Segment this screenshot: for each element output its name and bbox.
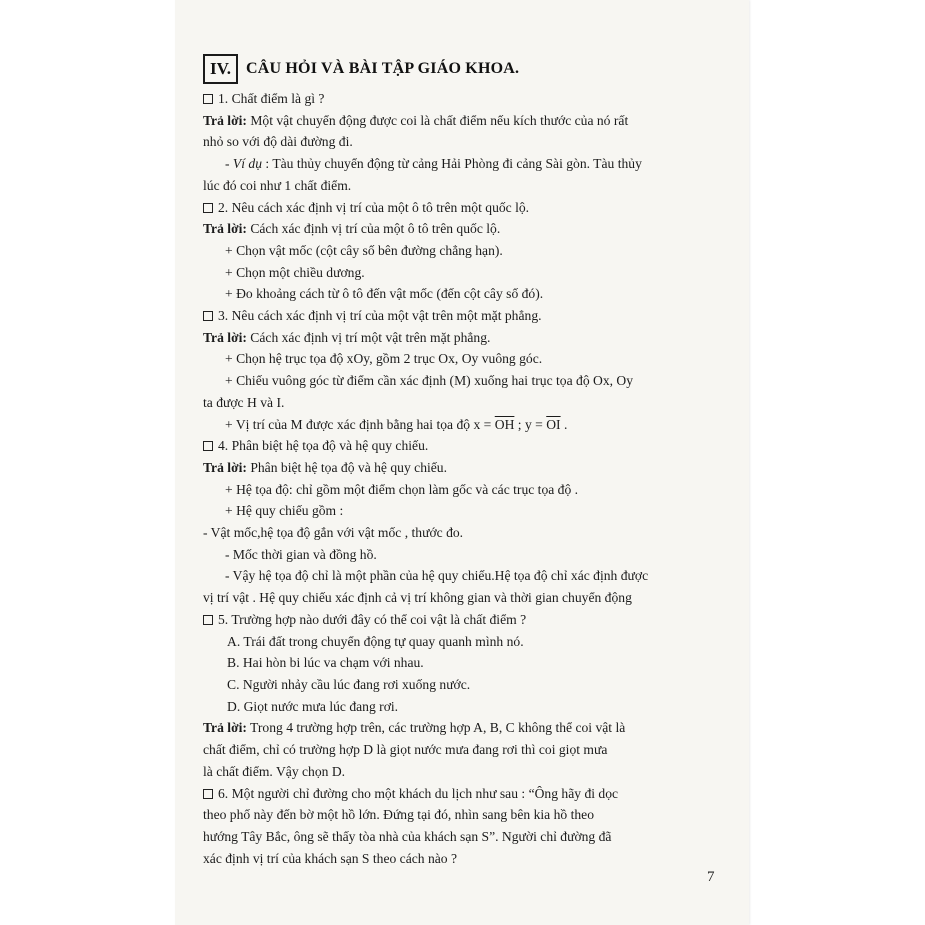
answer-2-item-3: + Đo khoảng cách từ ô tô đến vật mốc (đến cột cây số đó).	[225, 286, 544, 302]
empty-square-icon	[203, 441, 213, 451]
answer-4-item-3: - Vật mốc,hệ tọa độ gắn với vật mốc , thước đo.	[203, 525, 464, 541]
answer-4-item-1: + Hệ tọa độ: chỉ gồm một điểm chọn làm gốc và các trục tọa độ .	[225, 481, 579, 497]
vector-oh: $\overline{OH}$	[494, 416, 515, 432]
answer-3-item-1: + Chọn hệ trục tọa độ xOy, gồm 2 trục Ox, Oy vuông góc.	[225, 351, 543, 367]
question-6-line-4: xác định vị trí của khách sạn S theo cách nào ?	[203, 850, 458, 866]
answer-3-item-3	[203, 414, 728, 436]
page-content	[203, 88, 728, 869]
answer-4-conclusion-line-2: vị trí vật . Hệ quy chiếu xác định cả vị trí không gian và thời gian chuyển động	[203, 590, 632, 606]
answer-label: Trả lời:	[203, 720, 247, 736]
empty-square-icon	[203, 789, 213, 799]
answer-label: Trả lời:	[203, 221, 247, 237]
answer-2-item-1: + Chọn vật mốc (cột cây số bên đường chẳng hạn).	[225, 242, 503, 258]
vector-oi: $\overline{OI}$	[546, 416, 561, 432]
section-number: IV.	[203, 54, 238, 84]
answer-text: Cách xác định vị trí của một ô tô trên quốc lộ.	[250, 221, 501, 237]
answer-label: Trả lời:	[203, 112, 247, 128]
empty-square-icon	[203, 94, 213, 104]
example-line-1	[203, 153, 728, 175]
option-c: C. Người nhảy cầu lúc đang rơi xuống nước.	[227, 676, 471, 692]
option-d: D. Giọt nước mưa lúc đang rơi.	[227, 698, 399, 714]
answer-text: Trong 4 trường hợp trên, các trường hợp A, B, C không thể coi vật là	[246, 720, 626, 736]
question-6-line-2: theo phố này đến bờ một hồ lớn. Đứng tại đó, nhìn sang bên kia hồ theo	[203, 807, 594, 823]
question-text: 6. Một người chỉ đường cho một khách du lịch như sau : “Ông hãy đi dọc	[218, 785, 619, 801]
formula-end: .	[560, 416, 568, 432]
answer-4-item-2: + Hệ quy chiếu gồm :	[225, 503, 344, 519]
question-text: 2. Nêu cách xác định vị trí của một ô tô trên một quốc lộ.	[218, 199, 530, 215]
option-a: A. Trái đất trong chuyển động tự quay quanh mình nó.	[227, 633, 524, 649]
answer-5-line-3: là chất điểm. Vậy chọn D.	[203, 763, 346, 779]
empty-square-icon	[203, 203, 213, 213]
answer-3-item-2-line-2: ta được H và I.	[203, 394, 285, 410]
answer-5-line-1	[203, 717, 728, 739]
question-6	[203, 783, 728, 805]
question-1	[203, 88, 728, 110]
formula-prefix: + Vị trí của M được xác định bằng hai tọa độ x =	[225, 416, 495, 432]
empty-square-icon	[203, 615, 213, 625]
answer-3	[203, 327, 728, 349]
section-header	[203, 52, 519, 86]
question-3	[203, 305, 728, 327]
example-text: : Tàu thủy chuyển động từ cảng Hải Phòng đi cảng Sài gòn. Tàu thủy	[262, 156, 642, 172]
example-label: - Ví dụ	[225, 156, 262, 172]
answer-4-conclusion-line-1: - Vậy hệ tọa độ chỉ là một phần của hệ quy chiếu.Hệ tọa độ chỉ xác định được	[225, 568, 649, 584]
answer-1-line-2: nhỏ so với độ dài đường đi.	[203, 134, 353, 150]
answer-4-item-4: - Mốc thời gian và đồng hồ.	[225, 546, 377, 562]
question-text: 1. Chất điểm là gì ?	[218, 91, 325, 106]
page-number: 7	[707, 869, 715, 885]
empty-square-icon	[203, 311, 213, 321]
question-4	[203, 435, 728, 457]
option-b: B. Hai hòn bi lúc va chạm với nhau.	[227, 655, 424, 671]
answer-2	[203, 218, 728, 240]
question-text: 4. Phân biệt hệ tọa độ và hệ quy chiếu.	[218, 438, 429, 454]
example-line-2: lúc đó coi như 1 chất điểm.	[203, 177, 352, 193]
question-5	[203, 609, 728, 631]
answer-4	[203, 457, 728, 479]
section-title: CÂU HỎI VÀ BÀI TẬP GIÁO KHOA.	[245, 60, 520, 77]
answer-text: Phân biệt hệ tọa độ và hệ quy chiếu.	[250, 459, 447, 475]
answer-text: Một vật chuyển động được coi là chất điểm nếu kích thước của nó rất	[250, 112, 629, 128]
answer-text: Cách xác định vị trí một vật trên mặt phẳng.	[246, 329, 491, 345]
question-text: 5. Trường hợp nào dưới đây có thể coi vật là chất điểm ?	[218, 611, 527, 627]
question-6-line-3: hướng Tây Bắc, ông sẽ thấy tòa nhà của khách sạn S”. Người chỉ đường đã	[203, 828, 612, 844]
answer-label: Trả lời:	[203, 459, 247, 475]
answer-1-line-1	[203, 110, 728, 132]
formula-separator: ; y =	[514, 416, 547, 432]
question-text: 3. Nêu cách xác định vị trí của một vật trên một mặt phẳng.	[218, 308, 542, 324]
answer-3-item-2-line-1: + Chiếu vuông góc từ điểm cần xác định (M) xuống hai trục tọa độ Ox, Oy	[225, 373, 634, 389]
answer-label: Trả lời:	[203, 329, 247, 345]
answer-5-line-2: chất điểm, chỉ có trường hợp D là giọt nước mưa đang rơi thì coi giọt mưa	[203, 742, 608, 758]
answer-2-item-2: + Chọn một chiều dương.	[225, 264, 365, 280]
question-2	[203, 197, 728, 219]
